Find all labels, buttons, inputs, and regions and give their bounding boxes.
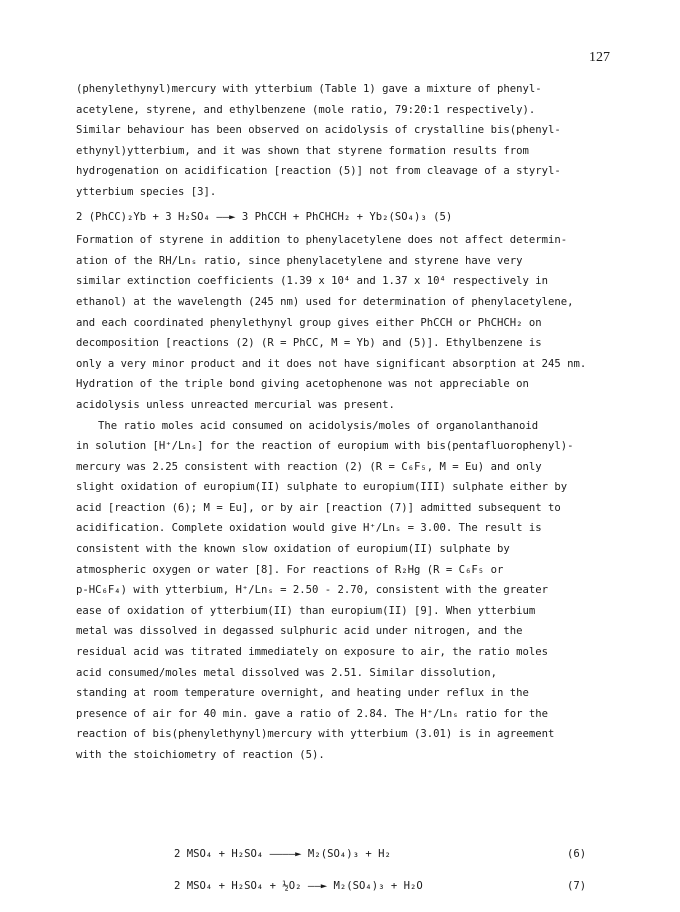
text-line: residual acid was titrated immediately on exposure to air, the ratio moles	[76, 646, 548, 659]
text-line: slight oxidation of europium(II) sulphate to europium(III) sulphate either by	[76, 481, 568, 494]
paragraph-start-line: The ratio moles acid consumed on acidolysis/moles of organolanthanoid	[98, 419, 539, 432]
reaction-7-equation: 2 MSO₄ + H₂SO₄ + ½O₂ ——► M₂(SO₄)₃ + H₂O	[174, 880, 423, 892]
page-number: 127	[589, 50, 610, 65]
text-line: reaction of bis(phenylethynyl)mercury with ytterbium (3.01) is in agreement	[76, 728, 555, 741]
text-line: decomposition [reactions (2) (R = PhCC, M = Yb) and (5)]. Ethylbenzene is	[76, 337, 542, 350]
text-line: presence of air for 40 min. gave a ratio of 2.84. The H⁺/Lnₛ ratio for the	[76, 707, 548, 720]
reaction-5-equation: 2 (PhCC)₂Yb + 3 H₂SO₄ ——► 3 PhCCH + PhCHCH₂ + Yb₂(SO₄)₃ (5)	[76, 210, 453, 223]
text-line: Formation of styrene in addition to phenylacetylene does not affect determin-	[76, 234, 568, 247]
text-line: ethynyl)ytterbium, and it was shown that styrene formation results from	[76, 144, 529, 157]
text-line: hydrogenation on acidification [reaction (5)] not from cleavage of a styryl-	[76, 165, 561, 178]
reaction-7	[0, 880, 680, 900]
text-line: acetylene, styrene, and ethylbenzene (mole ratio, 79:20:1 respectively).	[76, 103, 536, 116]
text-line: (phenylethynyl)mercury with ytterbium (Table 1) gave a mixture of phenyl-	[76, 83, 542, 95]
reaction-6	[0, 848, 680, 868]
text-line: p-HC₆F₄) with ytterbium, H⁺/Lnₛ = 2.50 - 2.70, consistent with the greater	[76, 584, 548, 597]
text-line: Hydration of the triple bond giving acetophenone was not appreciable on	[76, 378, 529, 391]
text-line: metal was dissolved in degassed sulphuric acid under nitrogen, and the	[76, 625, 523, 638]
text-line: mercury was 2.25 consistent with reaction (2) (R = C₆F₅, M = Eu) and only	[76, 460, 542, 473]
text-line: ease of oxidation of ytterbium(II) than europium(II) [9]. When ytterbium	[76, 604, 536, 617]
reaction-6-number: (6)	[567, 848, 587, 860]
reaction-7-number: (7)	[567, 880, 587, 892]
text-line: ytterbium species [3].	[76, 185, 217, 198]
text-line: ation of the RH/Lnₛ ratio, since phenylacetylene and styrene have very	[76, 254, 523, 267]
text-line: acid [reaction (6); M = Eu], or by air [reaction (7)] admitted subsequent to	[76, 501, 561, 514]
reaction-6-equation: 2 MSO₄ + H₂SO₄ ————► M₂(SO₄)₃ + H₂	[174, 848, 391, 860]
text-line: consistent with the known slow oxidation of europium(II) sulphate by	[76, 543, 510, 556]
text-line: in solution [H⁺/Lnₛ] for the reaction of europium with bis(pentafluorophenyl)-	[76, 440, 574, 453]
text-line: ethanol) at the wavelength (245 nm) used for determination of phenylacetylene,	[76, 295, 574, 308]
text-line: similar extinction coefficients (1.39 x 10⁴ and 1.37 x 10⁴ respectively in	[76, 275, 548, 288]
text-line: with the stoichiometry of reaction (5).	[76, 749, 325, 761]
text-line: acidolysis unless unreacted mercurial was present.	[76, 398, 395, 411]
text-line: Similar behaviour has been observed on acidolysis of crystalline bis(phenyl-	[76, 124, 561, 137]
text-line: and each coordinated phenylethynyl group gives either PhCCH or PhCHCH₂ on	[76, 316, 542, 329]
text-line: standing at room temperature overnight, and heating under reflux in the	[76, 687, 529, 700]
body-text	[76, 79, 616, 766]
text-line: acid consumed/moles metal dissolved was 2.51. Similar dissolution,	[76, 666, 497, 679]
text-line: only a very minor product and it does not have significant absorption at 245 nm.	[76, 357, 587, 370]
text-line: acidification. Complete oxidation would give H⁺/Lnₛ = 3.00. The result is	[76, 522, 542, 535]
text-line: atmospheric oxygen or water [8]. For reactions of R₂Hg (R = C₆F₅ or	[76, 563, 504, 576]
